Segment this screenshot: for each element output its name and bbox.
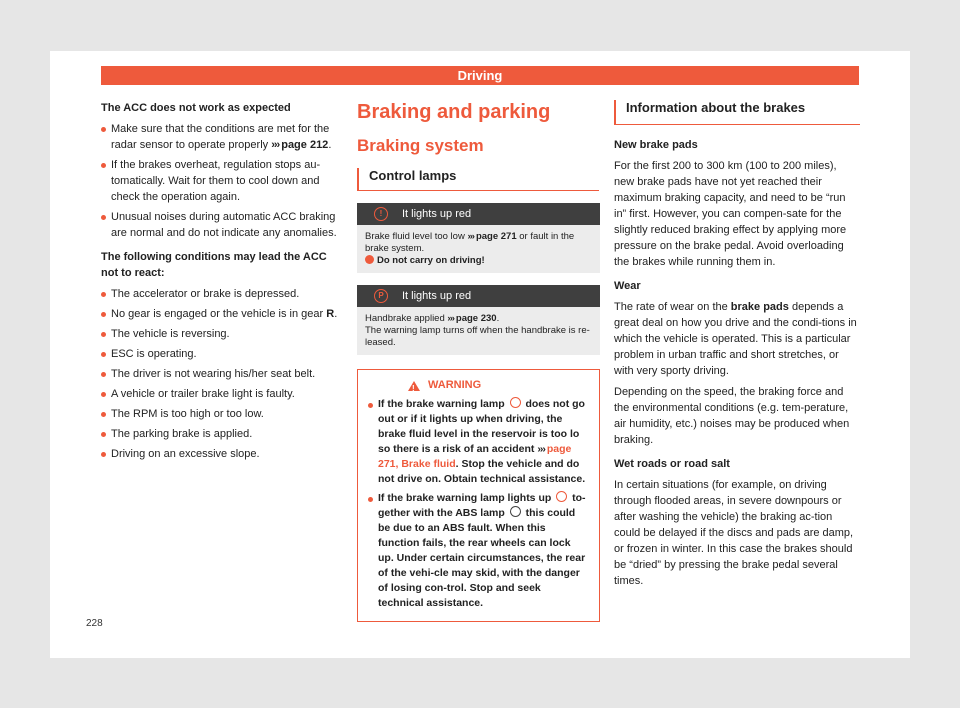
warning-item: If the brake warning lamp lights up to-gether with the ABS lamp this could be due to an ABS fault. When this function fails, the rear wheels can lock up. Under certain circumstances, the rear of the vehi-cle may skid, with the danger of losing con-trol. Stop and seek technical assistance. bbox=[368, 491, 589, 611]
lamp-parking-description: Handbrake applied ››› page 230. The warning lamp turns off when the handbrake is re-leased. bbox=[357, 307, 600, 355]
list-item: The driver is not wearing his/her seat belt. bbox=[101, 366, 346, 382]
list-item: The RPM is too high or too low. bbox=[101, 406, 346, 422]
wet-roads-text: In certain situations (for example, on driving through flooded areas, in severe downpours or after washing the vehicle) the braking ac-tion could be delayed if the discs and pads are damp, or frozen in winter. In this case the brakes should be “dried” by pressing the brake pedal several times. bbox=[614, 479, 854, 587]
xref-link[interactable]: page 212 bbox=[281, 139, 329, 151]
brake-warning-lamp-icon bbox=[556, 491, 567, 502]
list-item: No gear is engaged or the vehicle is in gear R. bbox=[101, 306, 346, 322]
brakes-info-title: Information about the brakes bbox=[614, 100, 860, 125]
brake-warning-lamp-icon bbox=[510, 397, 521, 408]
wear-heading: Wear bbox=[614, 280, 641, 292]
abs-lamp-icon bbox=[510, 506, 521, 517]
column-left bbox=[101, 100, 346, 466]
section-subtitle: Braking system bbox=[357, 136, 484, 155]
list-item: The accelerator or brake is depressed. bbox=[101, 286, 346, 302]
list-item: Make sure that the conditions are met for the radar sensor to operate properly ››› page 212. bbox=[101, 121, 346, 153]
stop-warning-icon bbox=[365, 255, 374, 264]
xref-arrow-icon: ››› bbox=[537, 443, 545, 455]
lamp-parking-header: P It lights up red bbox=[357, 285, 600, 307]
column-right bbox=[614, 100, 859, 594]
list-item: Driving on an excessive slope. bbox=[101, 446, 346, 462]
list-item: Unusual noises during automatic ACC braking are normal and do not indicate any anomalies. bbox=[101, 209, 346, 241]
warning-triangle-icon bbox=[408, 381, 420, 391]
xref-arrow-icon: ››› bbox=[447, 313, 454, 324]
page-number: 228 bbox=[86, 618, 103, 629]
list-item: ESC is operating. bbox=[101, 346, 346, 362]
noise-text: Depending on the speed, the braking force and the environmental conditions (e.g. tem-perature, air humidity, etc.) noises may be produced when braking. bbox=[614, 386, 850, 446]
wear-text: The rate of wear on the brake pads depends a great deal on how you drive and the condi-tions in which the vehicle is operated. This is a particular problem in urban traffic and short stretches, or with very sporty driving. bbox=[614, 301, 857, 377]
list-item: The parking brake is applied. bbox=[101, 426, 346, 442]
brake-warning-lamp-icon: ! bbox=[374, 207, 388, 221]
chapter-header: Driving bbox=[101, 66, 859, 85]
column-middle bbox=[357, 100, 600, 622]
list-item: If the brakes overheat, regulation stops au-tomatically. Wait for them to cool down and check the operation again. bbox=[101, 157, 346, 205]
warning-item: If the brake warning lamp does not go out or if it lights up when driving, the brake fluid level in the reservoir is too lo so there is a risk of an accident ››› page 271, Brake fluid. Stop the vehicle and do not drive on. Obtain technical assistance. bbox=[368, 397, 589, 487]
parking-brake-lamp-icon: P bbox=[374, 289, 388, 303]
list-item: The vehicle is reversing. bbox=[101, 326, 346, 342]
xref-arrow-icon: ››› bbox=[467, 231, 474, 242]
gear-label: R bbox=[326, 308, 335, 320]
xref-arrow-icon: ››› bbox=[271, 139, 280, 151]
lamp-brake-description: Brake fluid level too low ››› page 271 or fault in the brake system. Do not carry on driving! bbox=[357, 225, 600, 273]
conditions-heading: The following conditions may lead the ACC not to react: bbox=[101, 251, 327, 279]
warning-header: ! WARNING bbox=[368, 378, 589, 393]
warning-box bbox=[357, 369, 600, 622]
xref-link[interactable]: page 271, Brake fluid bbox=[378, 443, 572, 470]
new-pads-text: For the first 200 to 300 km (100 to 200 miles), new brake pads have not yet reached their maximum braking capacity, and need to be “run in” first. However, you can compen-sate for the slightly reduced braking effect by applying more pressure on the brake pedal. Avoid overloading the brakes while running them in. bbox=[614, 160, 847, 268]
control-lamps-title: Control lamps bbox=[357, 168, 599, 191]
lamp-brake-header: ! It lights up red bbox=[357, 203, 600, 225]
xref-link[interactable]: page 271 bbox=[475, 231, 517, 242]
new-pads-heading: New brake pads bbox=[614, 139, 698, 151]
list-item: A vehicle or trailer brake light is faulty. bbox=[101, 386, 346, 402]
page-title: Braking and parking bbox=[357, 101, 551, 123]
acc-heading: The ACC does not work as expected bbox=[101, 102, 291, 114]
xref-link[interactable]: page 230 bbox=[455, 313, 497, 324]
wet-roads-heading: Wet roads or road salt bbox=[614, 458, 730, 470]
